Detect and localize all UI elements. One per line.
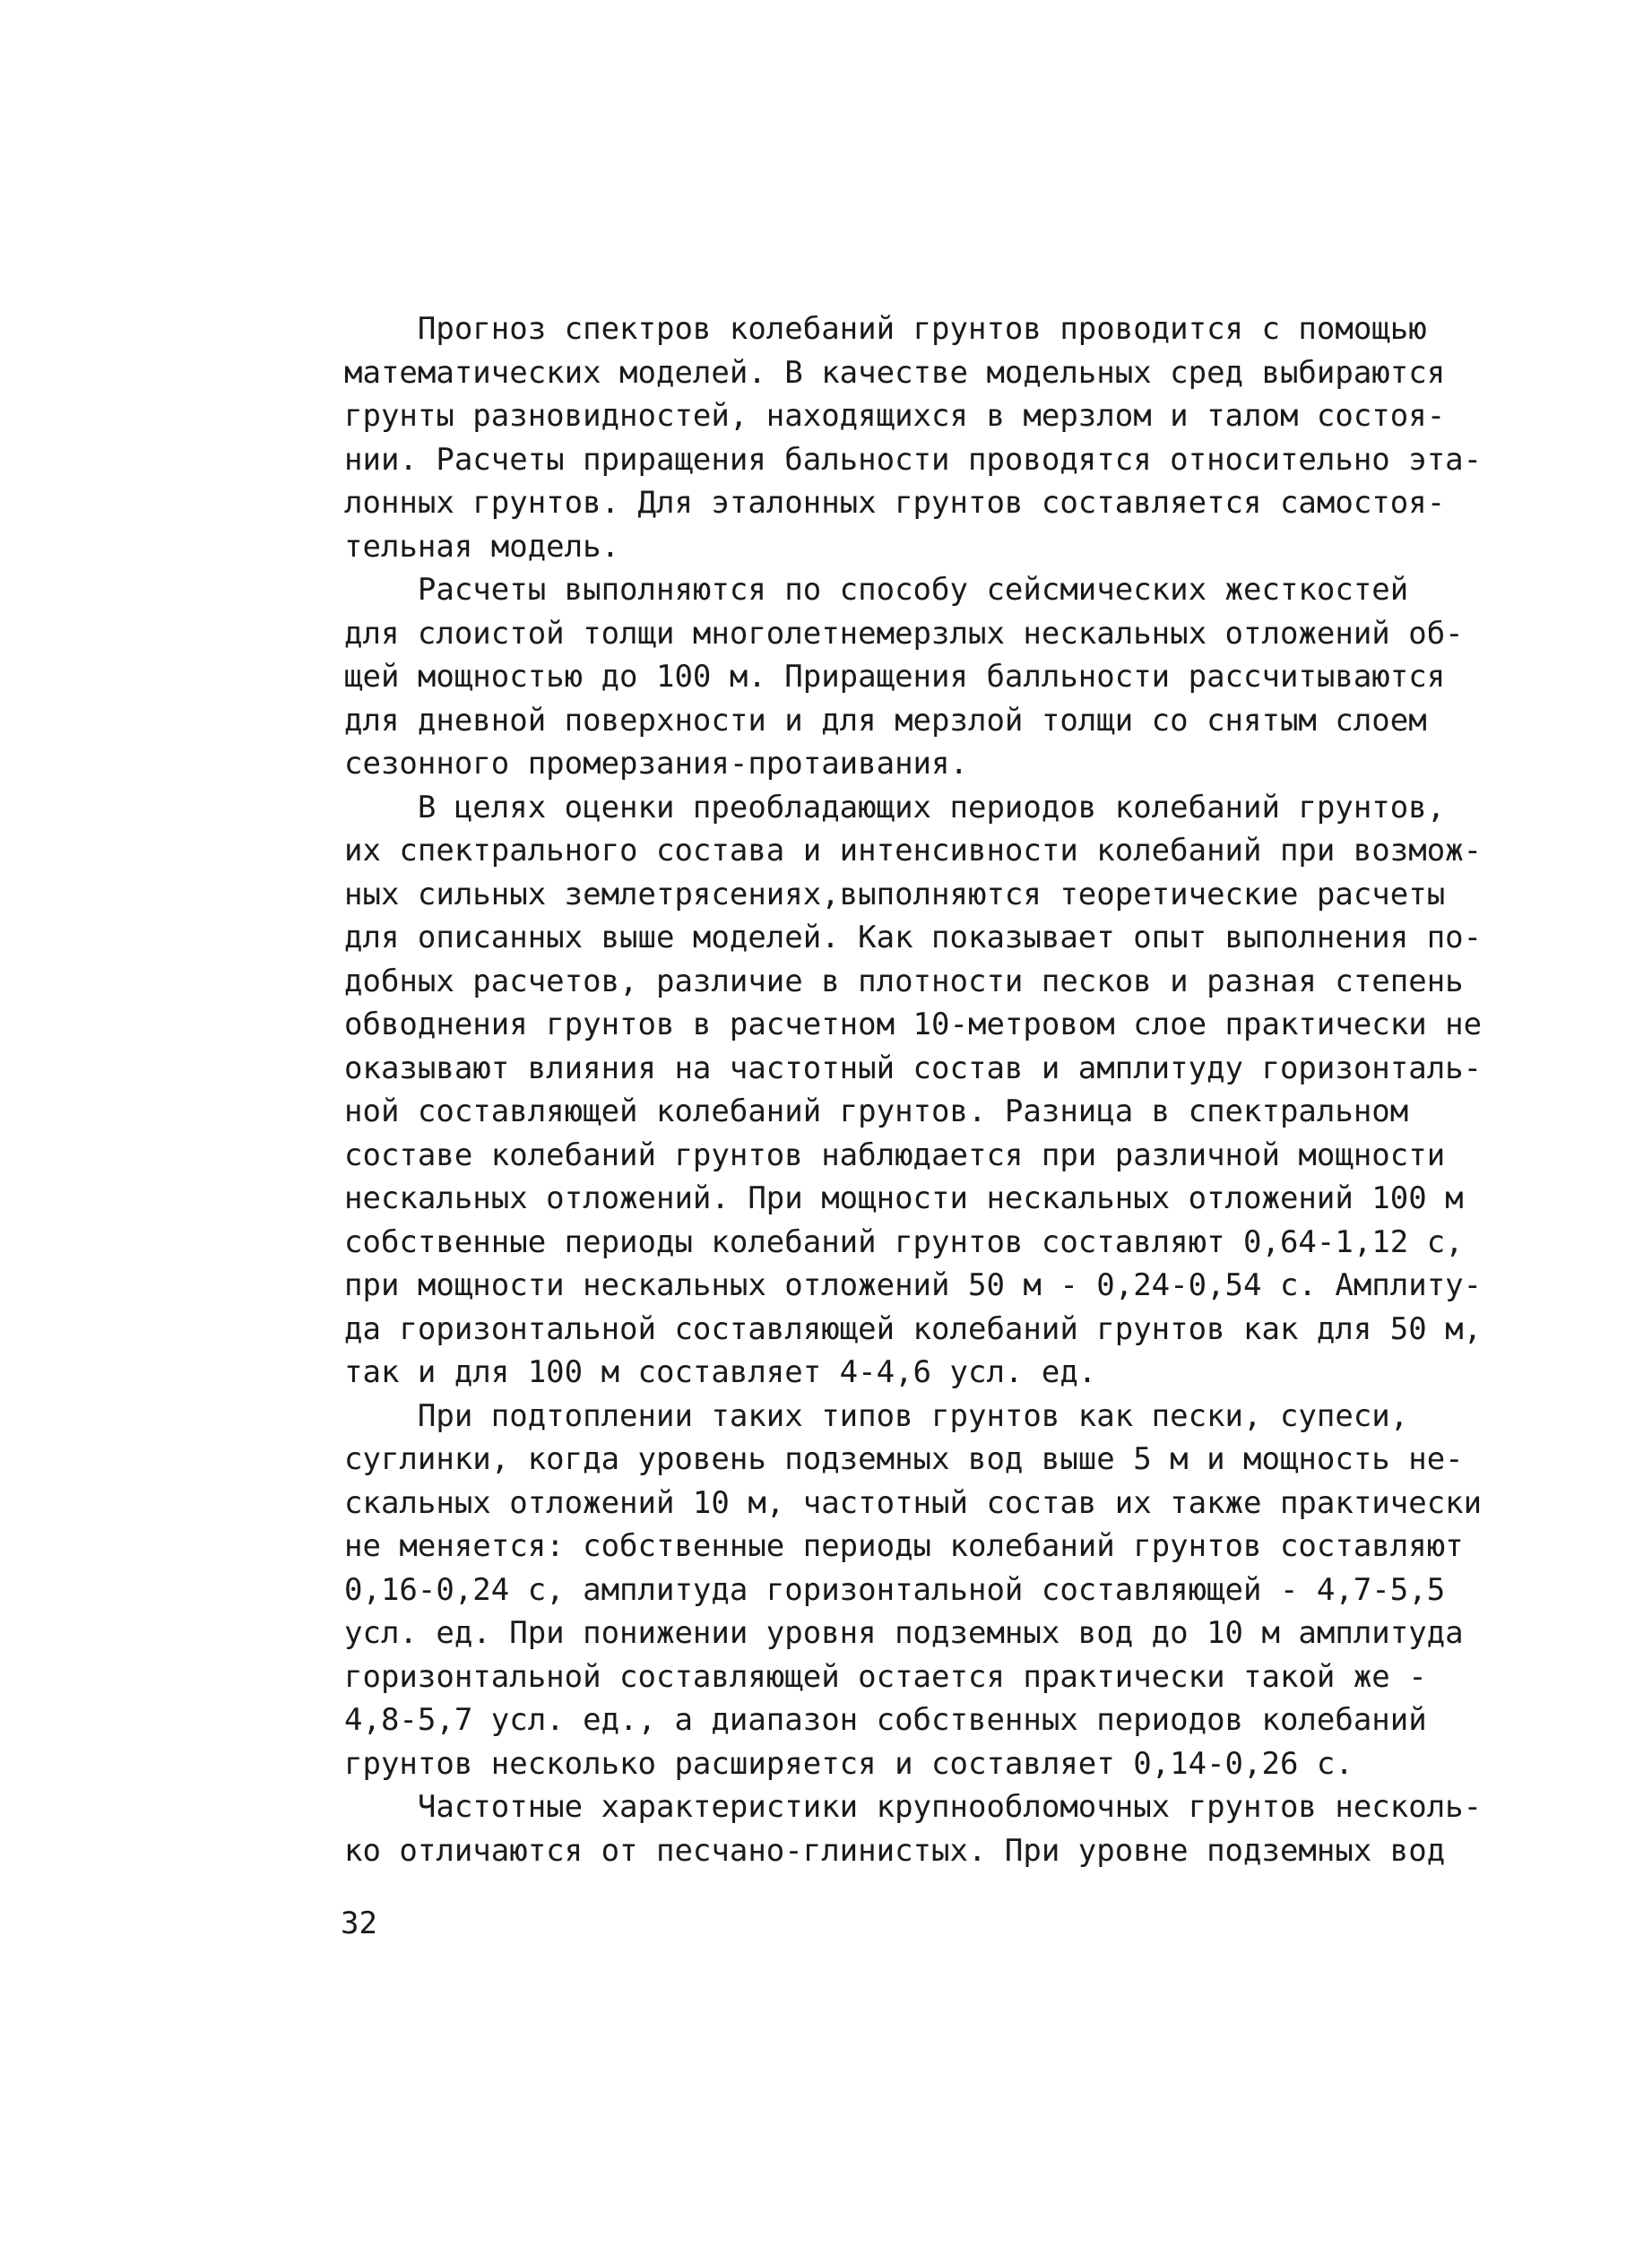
text-line: нескальных отложений. При мощности нескальных отложений 100 м <box>344 1180 1464 1216</box>
body-text <box>344 307 1501 1872</box>
page-number: 32 <box>341 1906 377 1941</box>
text-line: математических моделей. В качестве модельных сред выбираются <box>344 354 1446 391</box>
text-line: Расчеты выполняются по способу сейсмических жесткостей <box>344 572 1409 608</box>
text-line: при мощности нескальных отложений 50 м - 0,24-0,54 с. Амплиту- <box>344 1267 1483 1303</box>
text-line: щей мощностью до 100 м. Приращения балльности рассчитываются <box>344 659 1446 695</box>
text-line: составе колебаний грунтов наблюдается при различной мощности <box>344 1136 1446 1173</box>
text-line: да горизонтальной составляющей колебаний грунтов как для 50 м, <box>344 1310 1483 1347</box>
text-line: скальных отложений 10 м, частотный состав их также практически <box>344 1484 1483 1521</box>
text-line: ной составляющей колебаний грунтов. Разница в спектральном <box>344 1093 1409 1129</box>
text-line: ных сильных землетрясениях,выполняются теоретические расчеты <box>344 876 1446 912</box>
text-line: При подтоплении таких типов грунтов как пески, супеси, <box>344 1397 1409 1434</box>
text-line: для описанных выше моделей. Как показывает опыт выполнения по- <box>344 920 1483 955</box>
text-line: собственные периоды колебаний грунтов составляют 0,64-1,12 с, <box>344 1223 1464 1260</box>
text-line: оказывают влияния на частотный состав и амплитуду горизонталь- <box>344 1050 1483 1086</box>
text-line: суглинки, когда уровень подземных вод выше 5 м и мощность не- <box>344 1441 1464 1477</box>
text-line: Частотные характеристики крупнообломочных грунтов несколь- <box>344 1789 1483 1825</box>
text-line: ко отличаются от песчано-глинистых. При уровне подземных вод <box>344 1832 1446 1869</box>
text-line: нии. Расчеты приращения бальности проводятся относительно эта- <box>344 441 1483 478</box>
text-line: не меняется: собственные периоды колебаний грунтов составляют <box>344 1528 1464 1564</box>
text-line: В целях оценки преобладающих периодов колебаний грунтов, <box>344 789 1446 825</box>
text-line: для слоистой толщи многолетнемерзлых нескальных отложений об- <box>344 615 1464 652</box>
text-line: грунты разновидностей, находящихся в мерзлом и талом состоя- <box>344 398 1446 434</box>
text-line: для дневной поверхности и для мерзлой толщи со снятым слоем <box>344 702 1427 739</box>
text-line: так и для 100 м составляет 4-4,6 усл. ед. <box>344 1354 1097 1390</box>
text-line: горизонтальной составляющей остается практически такой же - <box>344 1658 1427 1695</box>
text-line: усл. ед. При понижении уровня подземных вод до 10 м амплитуда <box>344 1615 1464 1651</box>
text-line: Прогноз спектров колебаний грунтов проводится с помощью <box>344 311 1427 347</box>
text-line: сезонного промерзания-протаивания. <box>344 746 968 782</box>
text-line: обводнения грунтов в расчетном 10-метровом слое практически не <box>344 1007 1483 1042</box>
text-line: тельная модель. <box>344 528 620 565</box>
text-line: грунтов несколько расширяется и составляет 0,14-0,26 с. <box>344 1745 1354 1782</box>
text-line: добных расчетов, различие в плотности песков и разная степень <box>344 963 1464 999</box>
text-line: 0,16-0,24 с, амплитуда горизонтальной составляющей - 4,7-5,5 <box>344 1571 1446 1608</box>
text-line: лонных грунтов. Для эталонных грунтов составляется самостоя- <box>344 485 1446 521</box>
text-line: их спектрального состава и интенсивности колебаний при возмож- <box>344 833 1483 869</box>
text-line: 4,8-5,7 усл. ед., а диапазон собственных периодов колебаний <box>344 1702 1427 1738</box>
